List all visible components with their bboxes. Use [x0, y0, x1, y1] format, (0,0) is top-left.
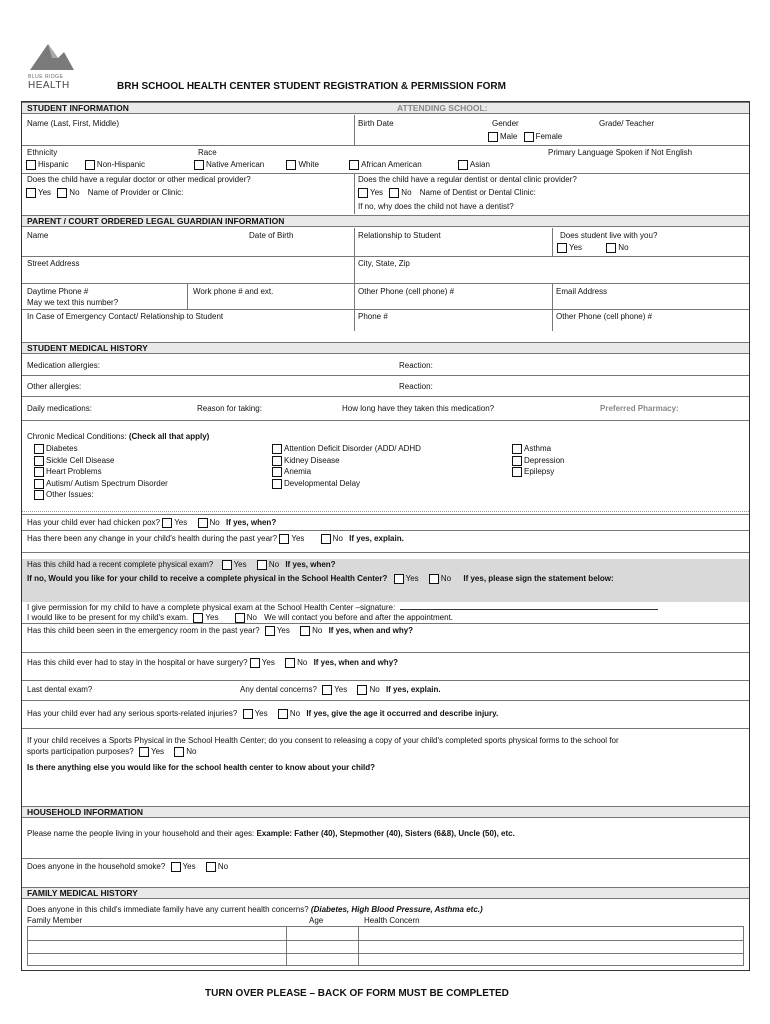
- dental-concerns-label: Any dental concerns?: [240, 685, 317, 695]
- sports-physical-label2: sports participation purposes?: [27, 747, 134, 757]
- chicken-pox-row: [27, 518, 276, 528]
- yes-label: Yes: [233, 560, 247, 570]
- street-label: Street Address: [27, 259, 80, 268]
- condition-checkbox[interactable]: [512, 467, 522, 477]
- no-dentist-why: If no, why does the child not have a dentist?: [358, 202, 514, 211]
- native-american-label: Native American: [206, 160, 265, 170]
- non-hispanic-label: Non-Hispanic: [96, 160, 145, 170]
- no-label: No: [289, 709, 301, 719]
- form-frame: [21, 101, 750, 971]
- condition-item[interactable]: [272, 479, 421, 491]
- reaction-label: Reaction:: [399, 361, 433, 370]
- parent-name-label: Name: [27, 231, 49, 240]
- doctor-options: [26, 188, 183, 198]
- native-american-checkbox[interactable]: [194, 160, 204, 170]
- no-label: No: [332, 534, 343, 544]
- section-title: PARENT / COURT ORDERED LEGAL GUARDIAN INFORMATION: [27, 216, 285, 226]
- condition-checkbox[interactable]: [272, 456, 282, 466]
- sports-yes-checkbox[interactable]: [139, 747, 149, 757]
- condition-item[interactable]: [34, 444, 168, 456]
- gender-label: Gender: [492, 119, 519, 128]
- sports-physical-row: [27, 747, 197, 757]
- yes-label: Yes: [261, 658, 275, 668]
- present-note: We will contact you before and after the appointment.: [264, 613, 454, 623]
- doctor-question: Does the child have a regular doctor or other medical provider?: [27, 175, 251, 184]
- dentist-no-checkbox[interactable]: [389, 188, 399, 198]
- chronic-bold: (Check all that apply): [128, 432, 210, 441]
- may-text-label: May we text this number?: [27, 298, 119, 307]
- condition-checkbox[interactable]: [34, 490, 44, 500]
- if-yes-when: If yes, when?: [225, 518, 277, 528]
- condition-label: Other Issues:: [46, 490, 94, 500]
- white-checkbox[interactable]: [286, 160, 296, 170]
- conditions-col1: [34, 444, 168, 502]
- condition-checkbox[interactable]: [512, 456, 522, 466]
- family-example: (Diabetes, High Blood Pressure, Asthma etc.): [310, 905, 483, 914]
- section-title: HOUSEHOLD INFORMATION: [27, 807, 144, 817]
- section-title: FAMILY MEDICAL HISTORY: [27, 888, 138, 898]
- doctor-yes-checkbox[interactable]: [26, 188, 36, 198]
- sports-injury-row: [27, 709, 498, 719]
- no-label: No: [246, 613, 257, 623]
- race-label: Race: [198, 148, 217, 157]
- logo: [28, 40, 76, 91]
- no-label: No: [209, 518, 220, 528]
- condition-label: Diabetes: [46, 444, 78, 454]
- anything-else-label: Is there anything else you would like for the school health center to know about your child?: [27, 763, 376, 772]
- present-yes-checkbox[interactable]: [193, 613, 203, 623]
- health-change-label: Has there been any change in your child's health during the past year?: [27, 534, 278, 544]
- no-label: No: [186, 747, 197, 757]
- sports-injury-detail: If yes, give the age it occurred and describe injury.: [306, 709, 499, 719]
- condition-label: Developmental Delay: [284, 478, 361, 488]
- chicken-pox-label: Has your child ever had chicken pox?: [27, 518, 160, 528]
- dentist-question: Does the child have a regular dentist or dental clinic provider?: [358, 175, 577, 184]
- logo-small-text: BLUE RIDGE: [28, 74, 64, 81]
- condition-checkbox[interactable]: [272, 467, 282, 477]
- condition-label: Depression: [524, 455, 565, 465]
- hispanic-checkbox[interactable]: [26, 160, 36, 170]
- condition-label: Sickle Cell Disease: [46, 455, 115, 465]
- condition-label: Heart Problems: [46, 467, 102, 477]
- yes-label: Yes: [182, 862, 196, 872]
- logo-big-text: HEALTH: [28, 79, 70, 91]
- condition-item[interactable]: [512, 467, 564, 479]
- other-phone2-label: Other Phone (cell phone) #: [556, 312, 653, 321]
- condition-item[interactable]: [34, 479, 168, 491]
- no-label: No: [268, 560, 280, 570]
- no-label: No: [217, 862, 229, 872]
- reaction2-label: Reaction:: [399, 382, 433, 391]
- offer-yes-checkbox[interactable]: [394, 574, 404, 584]
- grade-label: Grade/ Teacher: [599, 119, 654, 128]
- no-label: No: [312, 626, 323, 636]
- hospital-yes-checkbox[interactable]: [250, 658, 260, 668]
- condition-label: Kidney Disease: [284, 455, 340, 465]
- family-table: [27, 926, 744, 966]
- african-american-checkbox[interactable]: [349, 160, 359, 170]
- household-prompt: [27, 829, 515, 838]
- lives-yes-checkbox[interactable]: [557, 243, 567, 253]
- yes-label: Yes: [405, 574, 419, 584]
- footer-text: TURN OVER PLEASE – BACK OF FORM MUST BE COMPLETED: [205, 988, 509, 999]
- condition-item[interactable]: [272, 456, 421, 468]
- condition-label: Autism/ Autism Spectrum Disorder: [46, 478, 168, 488]
- no-label: No: [69, 188, 80, 198]
- lives-with-options: [557, 243, 629, 253]
- yes-label: Yes: [205, 613, 219, 623]
- section-medical-history: [22, 342, 749, 354]
- yes-label: Yes: [38, 188, 52, 198]
- birth-date-label: Birth Date: [358, 119, 394, 128]
- emergency-label: In Case of Emergency Contact/ Relationship to Student: [27, 312, 224, 321]
- condition-label: Epilepsy: [524, 467, 555, 477]
- dentist-options: [358, 188, 536, 198]
- smoke-label: Does anyone in the household smoke?: [27, 862, 166, 872]
- if-yes-when-why: If yes, when and why?: [313, 658, 399, 668]
- no-label: No: [401, 188, 412, 198]
- male-checkbox[interactable]: [488, 132, 498, 142]
- conditions-col2: [272, 444, 421, 490]
- form-title: BRH SCHOOL HEALTH CENTER STUDENT REGISTRATION & PERMISSION FORM: [117, 81, 506, 92]
- dental-yes-checkbox[interactable]: [322, 685, 332, 695]
- offer-no-checkbox[interactable]: [429, 574, 439, 584]
- african-american-label: African American: [361, 160, 422, 170]
- phone-label: Phone #: [358, 312, 388, 321]
- name-label: Name (Last, First, Middle): [27, 119, 120, 128]
- col-member: Family Member: [27, 916, 83, 925]
- med-allergies-label: Medication allergies:: [27, 361, 100, 370]
- chicken-pox-no-checkbox[interactable]: [198, 518, 208, 528]
- yes-label: Yes: [254, 709, 268, 719]
- female-checkbox[interactable]: [524, 132, 534, 142]
- physical-no-checkbox[interactable]: [257, 560, 267, 570]
- smoke-row: [27, 862, 228, 872]
- yes-label: Yes: [150, 747, 165, 757]
- daytime-phone-label: Daytime Phone #: [27, 287, 89, 296]
- physical-offer-label: If no, Would you like for your child to receive a complete physical in the School Health Center?: [27, 574, 388, 584]
- ethnicity-options: [26, 160, 145, 170]
- sports-injury-label: Has your child ever had any serious sports-related injuries?: [27, 709, 238, 719]
- male-label: Male: [500, 132, 518, 142]
- ethnicity-label: Ethnicity: [27, 148, 58, 157]
- condition-item[interactable]: [272, 444, 421, 456]
- er-yes-checkbox[interactable]: [265, 626, 275, 636]
- how-long-label: How long have they taken this medication?: [342, 404, 495, 413]
- condition-checkbox[interactable]: [34, 479, 44, 489]
- chicken-pox-yes-checkbox[interactable]: [162, 518, 172, 528]
- condition-checkbox[interactable]: [512, 444, 522, 454]
- condition-item[interactable]: [272, 467, 421, 479]
- er-no-checkbox[interactable]: [300, 626, 310, 636]
- asian-checkbox[interactable]: [458, 160, 468, 170]
- family-prompt: [27, 905, 483, 914]
- chronic-text: Chronic Medical Conditions:: [27, 432, 127, 441]
- section-parent-info: [22, 215, 749, 227]
- yes-label: Yes: [569, 243, 583, 253]
- asian-label: Asian: [469, 160, 490, 170]
- female-label: Female: [535, 132, 563, 142]
- hispanic-label: Hispanic: [38, 160, 69, 170]
- chronic-label: [27, 432, 209, 441]
- condition-item[interactable]: [34, 490, 168, 502]
- physical-row: [27, 560, 336, 570]
- yes-label: Yes: [174, 518, 188, 528]
- non-hispanic-checkbox[interactable]: [85, 160, 95, 170]
- if-yes-when-why: If yes, when and why?: [328, 626, 414, 636]
- sign-below-label: If yes, please sign the statement below:: [463, 574, 614, 584]
- condition-item[interactable]: [512, 444, 564, 456]
- lives-no-checkbox[interactable]: [606, 243, 616, 253]
- present-label: I would like to be present for my child's exam.: [27, 613, 189, 623]
- section-title: STUDENT MEDICAL HISTORY: [27, 343, 148, 353]
- dental-concerns-row: [240, 685, 441, 695]
- reason-label: Reason for taking:: [197, 404, 262, 413]
- race-options: [194, 160, 490, 170]
- condition-checkbox[interactable]: [34, 444, 44, 454]
- dentist-yes-checkbox[interactable]: [358, 188, 368, 198]
- hospital-row: [27, 658, 398, 668]
- section-family-history: [22, 887, 749, 899]
- household-prompt-text: Please name the people living in your household and their ages:: [27, 829, 255, 838]
- health-change-yes-checkbox[interactable]: [279, 534, 289, 544]
- other-allergies-label: Other allergies:: [27, 382, 82, 391]
- smoke-no-checkbox[interactable]: [206, 862, 216, 872]
- daily-meds-label: Daily medications:: [27, 404, 92, 413]
- condition-item[interactable]: [512, 456, 564, 468]
- injury-yes-checkbox[interactable]: [243, 709, 253, 719]
- if-yes-explain: If yes, explain.: [385, 685, 441, 695]
- condition-label: Asthma: [524, 444, 552, 454]
- yes-label: Yes: [334, 685, 348, 695]
- gender-options: [488, 132, 562, 142]
- last-dental-label: Last dental exam?: [27, 685, 93, 694]
- hospital-no-checkbox[interactable]: [285, 658, 295, 668]
- sports-physical-label: If your child receives a Sports Physical in the School Health Center; do you consent to releasing a copy of your child's completed sports physical forms to the school for: [27, 736, 619, 745]
- hospital-label: Has this child ever had to stay in the hospital or have surgery?: [27, 658, 248, 668]
- health-change-row: [27, 534, 404, 544]
- physical-offer-row: [27, 574, 614, 584]
- col-age: Age: [309, 916, 324, 925]
- condition-checkbox[interactable]: [272, 479, 282, 489]
- health-change-no-checkbox[interactable]: [321, 534, 331, 544]
- provider-name-label: Name of Provider or Clinic:: [87, 188, 184, 198]
- if-yes-explain: If yes, explain.: [349, 534, 404, 544]
- other-phone-label: Other Phone (cell phone) #: [358, 287, 455, 296]
- city-label: City, State, Zip: [358, 259, 410, 268]
- doctor-no-checkbox[interactable]: [57, 188, 67, 198]
- yes-label: Yes: [291, 534, 305, 544]
- no-label: No: [369, 685, 380, 695]
- condition-label: Attention Deficit Disorder (ADD/ ADHD: [284, 444, 421, 454]
- present-row: [27, 613, 453, 623]
- col-concern: Health Concern: [364, 916, 420, 925]
- physical-yes-checkbox[interactable]: [222, 560, 232, 570]
- relationship-label: Relationship to Student: [358, 231, 441, 240]
- sports-no-checkbox[interactable]: [174, 747, 184, 757]
- condition-item[interactable]: [34, 467, 168, 479]
- attending-school-label: ATTENDING SCHOOL:: [397, 103, 488, 113]
- yes-label: Yes: [370, 188, 384, 198]
- section-household: [22, 806, 749, 818]
- household-example: Example: Father (40), Stepmother (40), Sisters (6&8), Uncle (50), etc.: [256, 829, 515, 838]
- dentist-name-label: Name of Dentist or Dental Clinic:: [419, 188, 536, 198]
- if-yes-when: If yes, when?: [285, 560, 336, 570]
- no-label: No: [297, 658, 308, 668]
- family-prompt-text: Does anyone in this child's immediate family have any current health concerns?: [27, 905, 309, 914]
- condition-checkbox[interactable]: [34, 456, 44, 466]
- no-label: No: [440, 574, 452, 584]
- condition-label: Anemia: [284, 467, 312, 477]
- parent-dob-label: Date of Birth: [249, 231, 294, 240]
- email-label: Email Address: [556, 287, 608, 296]
- er-label: Has this child been seen in the emergency room in the past year?: [27, 626, 260, 636]
- no-label: No: [618, 243, 629, 253]
- condition-item[interactable]: [34, 456, 168, 468]
- condition-checkbox[interactable]: [272, 444, 282, 454]
- permission-row: [27, 602, 658, 612]
- er-row: [27, 626, 413, 636]
- permission-label: I give permission for my child to have a complete physical exam at the School Health Center –signature:: [27, 603, 396, 612]
- smoke-yes-checkbox[interactable]: [171, 862, 181, 872]
- yes-label: Yes: [276, 626, 290, 636]
- section-title: STUDENT INFORMATION: [27, 103, 129, 113]
- physical-label: Has this child had a recent complete physical exam?: [27, 560, 214, 570]
- condition-checkbox[interactable]: [34, 467, 44, 477]
- present-no-checkbox[interactable]: [235, 613, 245, 623]
- lives-with-label: Does student live with you?: [560, 231, 658, 240]
- work-phone-label: Work phone # and ext.: [193, 287, 274, 296]
- white-label: White: [298, 160, 319, 170]
- pharmacy-label: Preferred Pharmacy:: [600, 404, 679, 413]
- mountain-logo-icon: [28, 40, 76, 72]
- signature-line[interactable]: [400, 602, 658, 610]
- conditions-col3: [512, 444, 564, 479]
- dental-no-checkbox[interactable]: [357, 685, 367, 695]
- primary-language-label: Primary Language Spoken if Not English: [548, 148, 693, 157]
- injury-no-checkbox[interactable]: [278, 709, 288, 719]
- section-student-info: [22, 102, 749, 114]
